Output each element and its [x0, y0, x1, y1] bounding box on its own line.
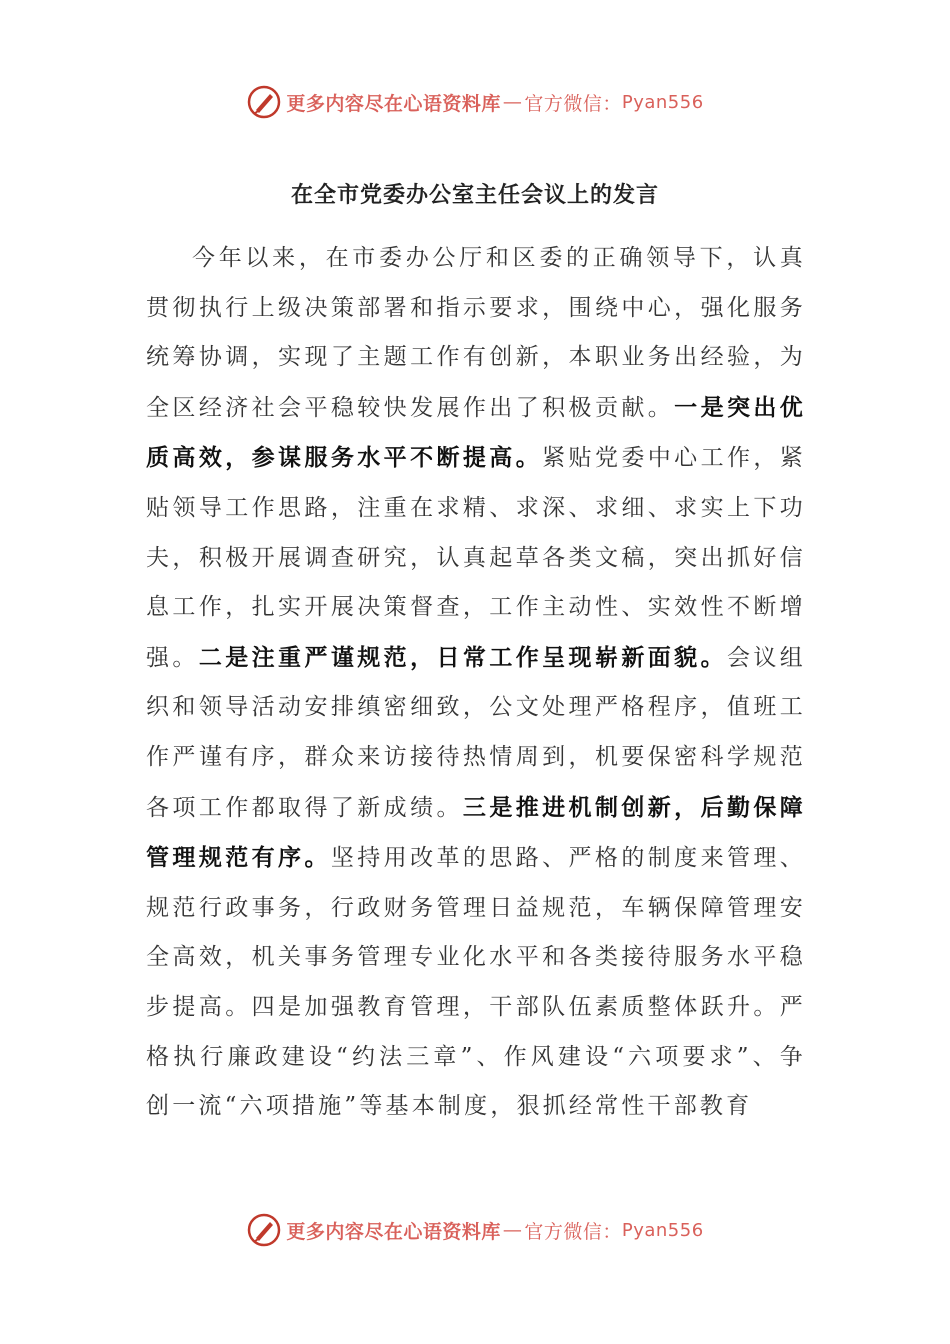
bold-heading-segment: 二是注重严谨规范，日常工作呈现崭新面貌。 — [198, 643, 727, 671]
body-text-segment: 紧贴党委中心工作，紧贴领导工作思路，注重在求精、求深、求细、求实上下功夫，积极开展调查研究，认真起草各类文稿，突出抓好信息工作，扎实开展决策督查，工作主动性、实效性不断增强。 — [146, 445, 807, 671]
body-text-segment: 坚持用改革的思路、严格的制度来管理、规范行政事务，行政财务管理日益规范，车辆保障管理安全高效，机关事务管理专业化水平和各类接待服务水平稳步提高。四是加强教育管理，干部队伍素质整体跃升。严格执行廉政建设“约法三章”、作风建设“六项要求”、争创一流“六项措施”等基本制度，狠抓经常性干部教育 — [146, 845, 806, 1120]
bold-heading-segment: 三是推进机制创新，后勤保障管理规范有序。 — [146, 793, 806, 872]
watermark-label: 官方微信： — [524, 1220, 622, 1243]
body-text-segment: 会议组织和领导活动安排缜密细致，公文处理严格程序，值班工作严谨有序，群众来访接待热情周到，机要保密科学规范各项工作都取得了新成绩。 — [146, 644, 806, 821]
document-title: 在全市党委办公室主任会议上的发言 — [290, 182, 659, 208]
watermark-wechat-id: Pyan556 — [621, 91, 704, 113]
watermark-name: 更多内容尽在心语资料库 — [286, 92, 501, 115]
body-text-segment: 今年以来，在市委办公厅和区委的正确领导下，认真贯彻执行上级决策部署和指示要求，围绕中心，强化服务统筹协调，实现了主题工作有创新，本职业务出经验，为全区经济社会平稳较快发展作出了积极贡献。 — [146, 245, 806, 421]
body-paragraph — [146, 234, 806, 1132]
watermark-separator: — — [502, 91, 523, 113]
footer-watermark — [0, 1212, 950, 1248]
pen-logo-icon — [246, 1212, 282, 1248]
header-watermark — [0, 84, 950, 120]
watermark-wechat-id: Pyan556 — [621, 1219, 704, 1241]
bold-heading-segment: 一是突出优质高效，参谋服务水平不断提高。 — [146, 393, 807, 472]
watermark-separator: — — [502, 1219, 523, 1241]
watermark-name: 更多内容尽在心语资料库 — [286, 1220, 501, 1243]
pen-logo-icon — [246, 84, 282, 120]
document-body — [146, 234, 806, 1132]
watermark-label: 官方微信： — [524, 92, 622, 115]
